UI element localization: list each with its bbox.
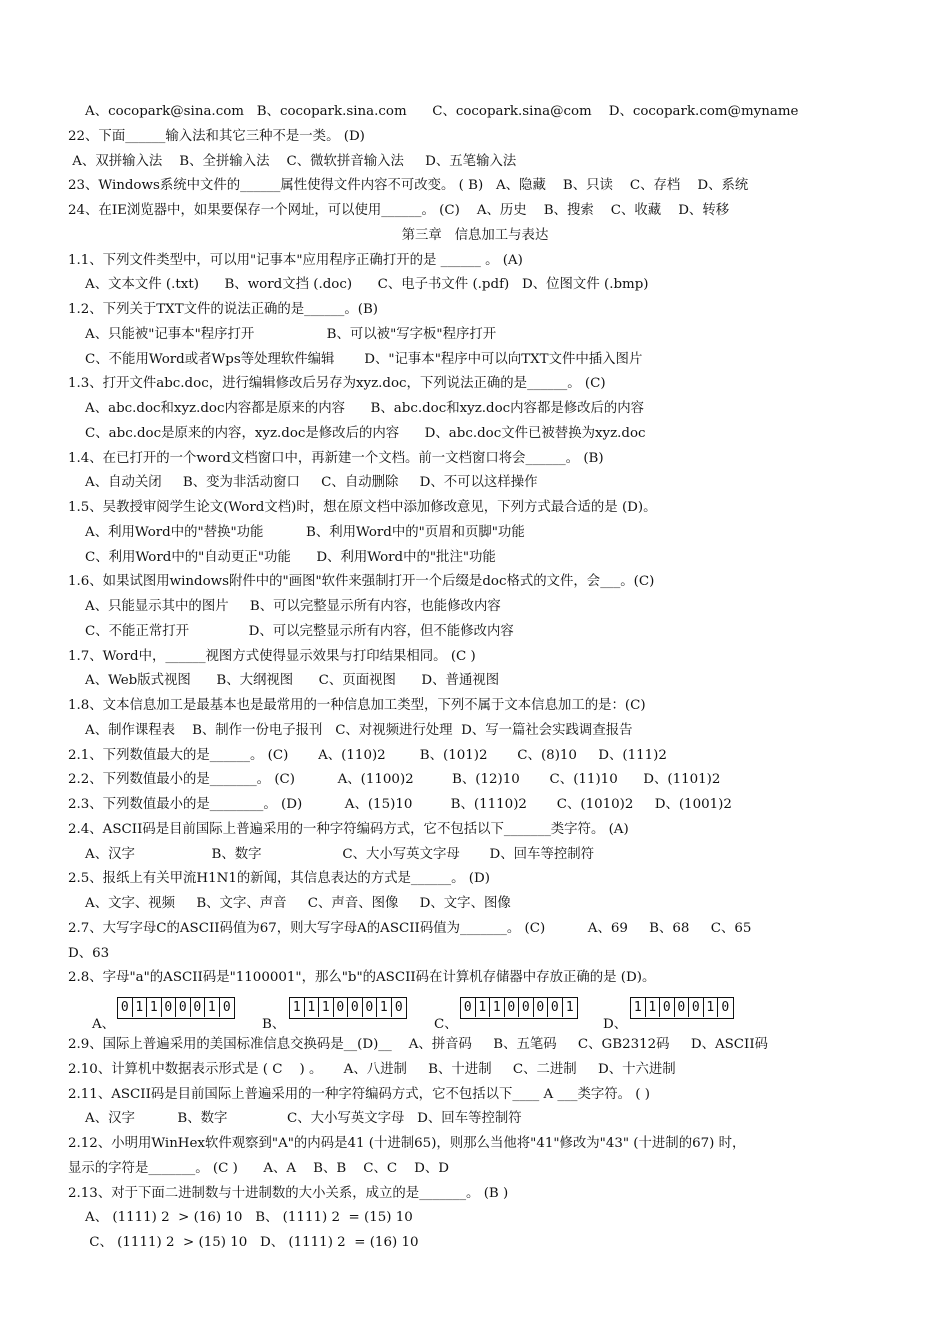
bit: 0 — [675, 998, 690, 1017]
text-line: 1.6、如果试图用windows附件中的"画图"软件来强制打开一个后缀是doc格式的文件，会___。(C) — [68, 574, 655, 590]
text-line: 2.4、ASCII码是目前国际上普遍采用的一种字符编码方式，它不包括以下_______类字符。 (A) — [68, 821, 629, 837]
text-line: 22、下面______输入法和其它三种不是一类。 (D) — [68, 128, 365, 144]
bit: 0 — [162, 998, 177, 1017]
text-line: A、只能被"记事本"程序打开 B、可以被"写字板"程序打开 — [68, 326, 497, 342]
option-b-letter: B、 — [262, 1017, 286, 1032]
text-line: 2.3、下列数值最小的是________。 (D) A、(15)10 B、(1110)2 C、(1010)2 D、(1001)2 — [68, 797, 732, 812]
text-line: 2.13、对于下面二进制数与十进制数的大小关系，成立的是_______。 (B ) — [68, 1185, 509, 1201]
bit: 1 — [377, 998, 392, 1017]
bit: 0 — [519, 998, 534, 1017]
text-line: 2.11、ASCII码是目前国际上普遍采用的一种字符编码方式，它不包括以下____ A ___类字符。 ( ) — [68, 1086, 650, 1102]
bit: 1 — [476, 998, 491, 1017]
text-line: 第三章 信息加工与表达 — [401, 227, 549, 243]
bit: 0 — [191, 998, 206, 1017]
text-line: 24、在IE浏览器中，如果要保存一个网址，可以使用______。 (C) A、历史 B、搜索 C、收藏 D、转移 — [68, 203, 730, 218]
text-line: A、Web版式视图 B、大纲视图 C、页面视图 D、普通视图 — [68, 673, 500, 689]
bit: 0 — [548, 998, 563, 1017]
bit: 1 — [290, 998, 305, 1017]
bit: 0 — [461, 998, 476, 1017]
text-line: C、不能正常打开 D、可以完整显示所有内容，但不能修改内容 — [68, 623, 514, 639]
text-line: C、abc.doc是原来的内容，xyz.doc是修改后的内容 D、abc.doc文件已被替换为xyz.doc — [68, 425, 646, 441]
bit: 1 — [565, 1000, 574, 1015]
option-c-letter: C、 — [434, 1017, 458, 1032]
bit: 1 — [490, 998, 505, 1017]
text-line: 2.8、字母"a"的ASCII码是"1100001"，那么"b"的ASCII码在计算机存储器中存放正确的是 (D)。 — [68, 970, 656, 986]
bit: 0 — [534, 998, 549, 1017]
text-line: A、汉字 B、数字 C、大小写英文字母 D、回车等控制符 — [68, 846, 595, 862]
bit: 1 — [147, 998, 162, 1017]
text-line: A、只能显示其中的图片 B、可以完整显示所有内容，也能修改内容 — [68, 599, 501, 614]
text-line: C、不能用Word或者Wps等处理软件编辑 D、"记事本"程序中可以向TXT文件中插入图片 — [68, 351, 643, 367]
binary-options-row — [0, 997, 950, 1037]
text-line: A、abc.doc和xyz.doc内容都是原来的内容 B、abc.doc和xyz.doc内容都是修改后的内容 — [68, 401, 645, 416]
text-line: 2.7、大写字母C的ASCII码值为67，则大写字母A的ASCII码值为_______。 (C) A、69 B、68 C、65 — [68, 920, 752, 936]
text-line: 1.3、打开文件abc.doc，进行编辑修改后另存为xyz.doc，下列说法正确的是______。 (C) — [68, 376, 606, 392]
bit: 0 — [118, 998, 133, 1017]
text-line: 2.9、国际上普遍采用的美国标准信息交换码是__(D)__ A、拼音码 B、五笔码 C、GB2312码 D、ASCII码 — [68, 1037, 769, 1052]
text-line: A、cocopark@sina.com B、cocopark.sina.com C、cocopark.sina@com D、cocopark.com@myname — [68, 104, 799, 119]
text-line: A、文本文件 (.txt) B、word文挡 (.doc) C、电子书文件 (.pdf) D、位图文件 (.bmp) — [68, 277, 649, 293]
option-a-bits — [117, 997, 235, 1019]
text-line: 23、Windows系统中文件的______属性使得文件内容不可改变。 ( B) A、隐藏 B、只读 C、存档 D、系统 — [68, 178, 749, 194]
option-a-letter: A、 — [92, 1017, 116, 1032]
text-line: 1.1、下列文件类型中，可以用"记事本"应用程序正确打开的是 ______ 。 (A) — [68, 252, 523, 268]
bit: 0 — [363, 998, 378, 1017]
text-line: A、 (1111) 2 > (16) 10 B、 (1111) 2 = (15) 10 — [68, 1210, 413, 1226]
bit: 1 — [631, 998, 646, 1017]
text-line: 1.2、下列关于TXT文件的说法正确的是______。(B) — [68, 302, 379, 317]
text-line: D、63 — [68, 945, 110, 961]
option-d-letter: D、 — [603, 1017, 628, 1032]
bit: 0 — [394, 1000, 403, 1015]
bit: 0 — [721, 1000, 730, 1015]
text-line: A、汉字 B、数字 C、大小写英文字母 D、回车等控制符 — [68, 1111, 522, 1127]
bit: 1 — [646, 998, 661, 1017]
bit: 1 — [704, 998, 719, 1017]
option-c-bits — [460, 997, 578, 1019]
text-line: A、双拼输入法 B、全拼输入法 C、微软拼音输入法 D、五笔输入法 — [68, 153, 517, 169]
bit: 1 — [305, 998, 320, 1017]
option-b-bits — [289, 997, 407, 1019]
bit: 1 — [205, 998, 220, 1017]
text-line: 2.5、报纸上有关甲流H1N1的新闻，其信息表达的方式是______。 (D) — [68, 871, 490, 887]
text-line: 1.4、在已打开的一个word文档窗口中，再新建一个文档。前一文档窗口将会______。 (B) — [68, 450, 604, 466]
text-line: 2.1、下列数值最大的是______。 (C) A、(110)2 B、(101)2 C、(8)10 D、(111)2 — [68, 747, 667, 763]
text-line: 1.7、Word中，______视图方式使得显示效果与打印结果相同。 (C ) — [68, 648, 476, 664]
text-line: C、利用Word中的"自动更正"功能 D、利用Word中的"批注"功能 — [68, 549, 496, 565]
bit: 0 — [334, 998, 349, 1017]
text-line: A、文字、视频 B、文字、声音 C、声音、图像 D、文字、图像 — [68, 896, 511, 911]
bit: 1 — [133, 998, 148, 1017]
text-line: 2.12、小明用WinHex软件观察到"A"的内码是41 (十进制65)，则那么当他将"41"修改为"43" (十进制的67) 时， — [68, 1136, 746, 1151]
bit: 0 — [505, 998, 520, 1017]
text-line: 2.2、下列数值最小的是_______。 (C) A、(1100)2 B、(12)10 C、(11)10 D、(1101)2 — [68, 772, 721, 788]
bit: 0 — [348, 998, 363, 1017]
text-line: 1.5、吴教授审阅学生论文(Word文档)时，想在原文档中添加修改意见，下列方式最合适的是 (D)。 — [68, 500, 657, 515]
bit: 0 — [222, 1000, 231, 1015]
text-line: 2.10、计算机中数据表示形式是 ( C ) 。 A、八进制 B、十进制 C、二进制 D、十六进制 — [68, 1061, 676, 1077]
text-line: 显示的字符是_______。 (C ) A、A B、B C、C D、D — [68, 1160, 449, 1176]
text-line: A、自动关闭 B、变为非活动窗口 C、自动删除 D、不可以这样操作 — [68, 475, 538, 491]
text-line: C、 (1111) 2 > (15) 10 D、 (1111) 2 = (16) 10 — [68, 1235, 419, 1250]
bit: 0 — [176, 998, 191, 1017]
text-line: A、制作课程表 B、制作一份电子报刊 C、对视频进行处理 D、写一篇社会实践调查报告 — [68, 722, 633, 738]
text-line: 1.8、文本信息加工是最基本也是最常用的一种信息加工类型，下列不属于文本信息加工的是：(C) — [68, 698, 646, 713]
bit: 0 — [689, 998, 704, 1017]
bit: 1 — [319, 998, 334, 1017]
bit: 0 — [660, 998, 675, 1017]
text-line: A、利用Word中的"替换"功能 B、利用Word中的"页眉和页脚"功能 — [68, 524, 525, 540]
option-d-bits — [630, 997, 734, 1019]
